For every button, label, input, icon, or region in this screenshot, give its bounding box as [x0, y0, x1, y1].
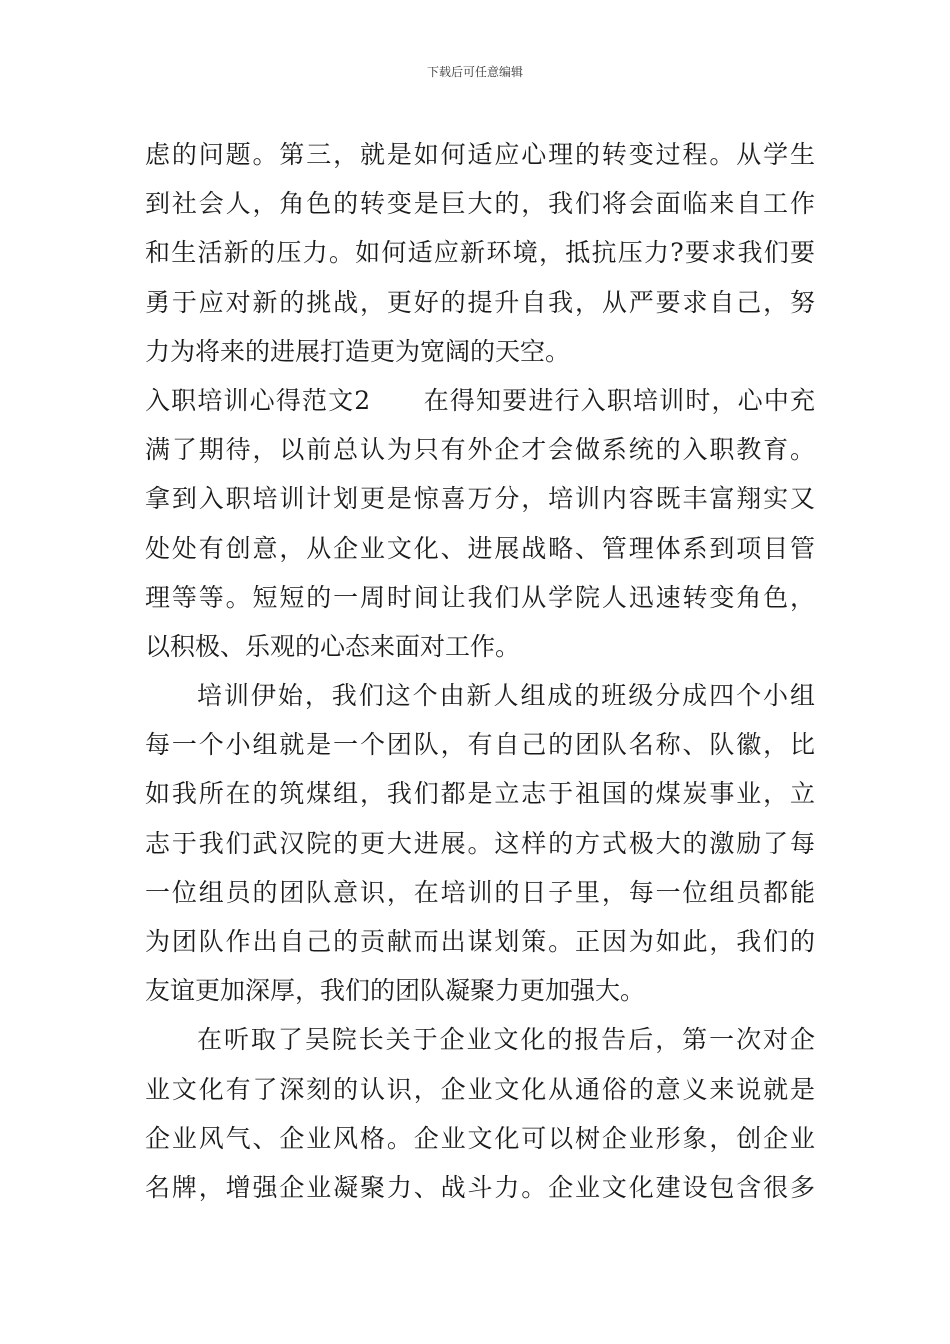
page-header: 下载后可任意编辑: [426, 65, 523, 79]
text-line: 培训伊始，我们这个由新人组成的班级分成四个小组: [197, 681, 815, 711]
text-line: 入职培训心得范文2 在得知要进行入职培训时，心中充: [145, 385, 815, 415]
text-line: 志于我们武汉院的更大进展。这样的方式极大的激励了每: [145, 828, 815, 858]
text-line: 在听取了吴院长关于企业文化的报告后，第一次对企: [197, 1025, 815, 1055]
text-line: 勇于应对新的挑战，更好的提升自我，从严要求自己，努: [145, 287, 815, 317]
text-line: 虑的问题。第三，就是如何适应心理的转变过程。从学生: [145, 140, 815, 169]
text-line: 为团队作出自己的贡献而出谋划策。正因为如此，我们的: [145, 927, 815, 956]
text-line: 满了期待，以前总认为只有外企才会做系统的入职教育。: [145, 435, 815, 465]
text-line: 理等等。短短的一周时间让我们从学院人迅速转变角色，: [145, 582, 815, 612]
text-line: 名牌，增强企业凝聚力、战斗力。企业文化建设包含很多: [145, 1172, 815, 1202]
text-line: 以积极、乐观的心态来面对工作。: [145, 631, 521, 661]
text-line: 处处有创意，从企业文化、进展战略、管理体系到项目管: [145, 533, 815, 563]
text-line: 和生活新的压力。如何适应新环境，抵抗压力?要求我们要: [145, 238, 815, 268]
text-line: 业文化有了深刻的认识，企业文化从通俗的意义来说就是: [145, 1074, 815, 1104]
text-line: 每一个小组就是一个团队，有自己的团队名称、队徽，比: [145, 730, 815, 760]
text-line: 企业风气、企业风格。企业文化可以树企业形象，创企业: [145, 1123, 815, 1153]
text-line: 友谊更加深厚，我们的团队凝聚力更加强大。: [145, 976, 646, 1006]
text-line: 拿到入职培训计划更是惊喜万分，培训内容既丰富翔实又: [145, 484, 815, 514]
text-line: 力为将来的进展打造更为宽阔的天空。: [145, 336, 571, 366]
text-line: 一位组员的团队意识，在培训的日子里，每一位组员都能: [145, 877, 815, 907]
document-body: [145, 130, 815, 1212]
text-line: 到社会人，角色的转变是巨大的，我们将会面临来自工作: [145, 189, 815, 219]
text-line: 如我所在的筑煤组，我们都是立志于祖国的煤炭事业，立: [145, 779, 815, 809]
